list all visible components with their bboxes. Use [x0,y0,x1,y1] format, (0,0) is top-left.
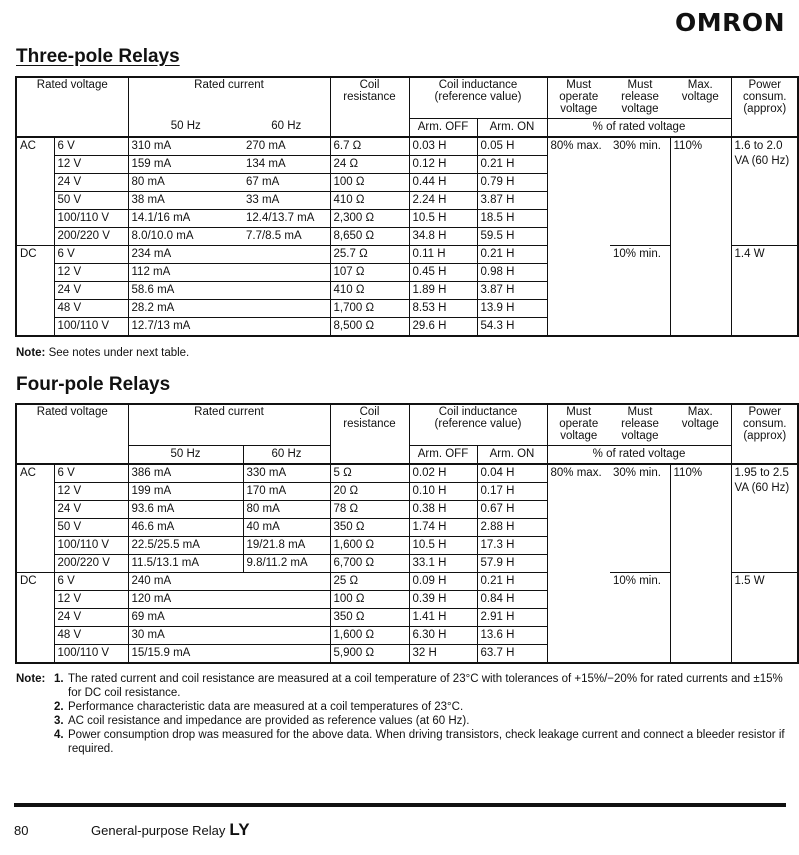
footer-title: General-purpose Relay [91,823,226,838]
header-coil-resistance: Coil resistance [330,404,409,464]
header-must-release: Must release voltage [621,406,659,442]
header-coil-inductance: Coil inductance (reference value) [409,77,547,118]
header-must-operate: Must operate voltage [559,79,599,115]
coil-resistance-cell: 5,900 Ω [330,645,409,664]
note-text: See notes under next table. [48,347,190,359]
coil-resistance-cell: 25 Ω [330,573,409,591]
supply-type: AC [16,464,54,573]
arm-off-cell: 0.44 H [409,173,477,191]
rated-voltage-cell: 12 V [54,591,128,609]
current-dc-cell: 234 mA [128,245,330,263]
header-rated-voltage: Rated voltage [16,404,128,464]
current-dc-cell: 240 mA [128,573,330,591]
arm-on-cell: 63.7 H [477,645,547,664]
three-pole-note [16,347,189,359]
arm-off-cell: 0.02 H [409,464,477,483]
four-pole-title: Four-pole Relays [16,374,171,395]
rated-voltage-cell: 50 V [54,191,128,209]
coil-resistance-cell: 1,600 Ω [330,537,409,555]
power-cell: 1.4 W [734,247,765,260]
header-power: Power consum. (approx) [731,404,798,464]
coil-resistance-cell: 410 Ω [330,191,409,209]
coil-resistance-cell: 5 Ω [330,464,409,483]
arm-on-cell: 59.5 H [477,227,547,245]
arm-on-cell: 0.17 H [477,483,547,501]
current-50hz-cell: 93.6 mA [128,501,243,519]
arm-on-cell: 3.87 H [477,281,547,299]
current-60hz-cell: 40 mA [243,519,330,537]
rated-voltage-cell: 24 V [54,173,128,191]
current-50hz-cell: 11.5/13.1 mA [128,555,243,573]
three-pole-table [15,76,799,337]
arm-off-cell: 1.74 H [409,519,477,537]
rated-voltage-cell: 100/110 V [54,317,128,336]
arm-off-cell: 0.10 H [409,483,477,501]
arm-off-cell: 0.45 H [409,263,477,281]
coil-resistance-cell: 8,500 Ω [330,317,409,336]
current-60hz-cell: 9.8/11.2 mA [243,555,330,573]
arm-on-cell: 13.9 H [477,299,547,317]
arm-off-cell: 1.89 H [409,281,477,299]
arm-off-cell: 2.24 H [409,191,477,209]
current-50hz-cell: 46.6 mA [128,519,243,537]
rated-voltage-cell: 6 V [54,137,128,156]
rated-voltage-cell: 12 V [54,155,128,173]
notes-label [16,700,54,714]
current-50hz-cell: 159 mA [128,155,243,173]
coil-resistance-cell: 24 Ω [330,155,409,173]
arm-on-cell: 0.04 H [477,464,547,483]
arm-off-cell: 0.03 H [409,137,477,156]
current-50hz-cell: 8.0/10.0 mA [128,227,243,245]
rated-voltage-cell: 24 V [54,281,128,299]
arm-off-cell: 10.5 H [409,209,477,227]
arm-on-cell: 2.91 H [477,609,547,627]
coil-resistance-cell: 2,300 Ω [330,209,409,227]
arm-on-cell: 3.87 H [477,191,547,209]
current-60hz-cell: 330 mA [243,464,330,483]
note-text: AC coil resistance and impedance are provided as reference values (at 60 Hz). [68,715,470,727]
supply-type: AC [16,137,54,246]
arm-on-cell: 0.05 H [477,137,547,156]
current-60hz-cell: 270 mA [243,137,330,156]
current-60hz-cell: 19/21.8 mA [243,537,330,555]
rated-voltage-cell: 12 V [54,263,128,281]
rated-voltage-cell: 200/220 V [54,555,128,573]
arm-on-cell: 2.88 H [477,519,547,537]
rated-voltage-cell: 12 V [54,483,128,501]
header-coil-inductance: Coil inductance (reference value) [409,404,547,446]
coil-resistance-cell: 100 Ω [330,173,409,191]
arm-on-cell: 0.21 H [477,573,547,591]
omron-logo: OMRON [674,8,785,37]
coil-resistance-cell: 6,700 Ω [330,555,409,573]
table-row [16,464,798,483]
arm-off-cell: 0.12 H [409,155,477,173]
must-release-cell: 10% min. [613,247,661,260]
footer-divider [14,803,786,807]
coil-resistance-cell: 1,700 Ω [330,299,409,317]
coil-resistance-cell: 1,600 Ω [330,627,409,645]
header-must-operate: Must operate voltage [559,406,599,442]
note-item [16,700,791,714]
four-pole-table [15,403,799,664]
rated-voltage-cell: 50 V [54,519,128,537]
header-rated-voltage: Rated voltage [16,77,128,137]
current-dc-cell: 120 mA [128,591,330,609]
header-power: Power consum. (approx) [731,77,798,137]
power-cell: 1.5 W [734,575,765,587]
arm-off-cell: 8.53 H [409,299,477,317]
note-item [16,714,791,728]
arm-on-cell: 18.5 H [477,209,547,227]
arm-on-cell: 54.3 H [477,317,547,336]
max-voltage-cell: 110% [670,464,731,663]
current-60hz-cell: 12.4/13.7 mA [243,209,330,227]
current-50hz-cell: 22.5/25.5 mA [128,537,243,555]
rated-voltage-cell: 48 V [54,299,128,317]
arm-off-cell: 29.6 H [409,317,477,336]
current-dc-cell: 58.6 mA [128,281,330,299]
note-item [16,672,791,700]
coil-resistance-cell: 6.7 Ω [330,137,409,156]
must-operate-cell: 80% max. [550,467,602,479]
current-dc-cell: 69 mA [128,609,330,627]
header-arm-off: Arm. OFF [409,118,477,137]
coil-resistance-cell: 350 Ω [330,609,409,627]
arm-off-cell: 32 H [409,645,477,664]
current-50hz-cell: 14.1/16 mA [128,209,243,227]
arm-off-cell: 10.5 H [409,537,477,555]
rated-voltage-cell: 24 V [54,609,128,627]
header-arm-on: Arm. ON [477,118,547,137]
arm-off-cell: 0.38 H [409,501,477,519]
current-60hz-cell: 170 mA [243,483,330,501]
header-arm-off: Arm. OFF [409,446,477,465]
current-dc-cell: 12.7/13 mA [128,317,330,336]
must-release-cell: 10% min. [613,575,661,587]
rated-voltage-cell: 48 V [54,627,128,645]
must-release-cell: 30% min. [610,464,670,573]
current-dc-cell: 30 mA [128,627,330,645]
supply-type: DC [16,245,54,336]
current-50hz-cell: 38 mA [128,191,243,209]
arm-off-cell: 0.09 H [409,573,477,591]
coil-resistance-cell: 20 Ω [330,483,409,501]
coil-resistance-cell: 8,650 Ω [330,227,409,245]
current-dc-cell: 112 mA [128,263,330,281]
arm-off-cell: 0.11 H [409,245,477,263]
note-text: The rated current and coil resistance are measured at a coil temperature of 23°C with tolerances of +15%/−20% for rated currents and ±15% for DC coil resistance. [68,673,783,699]
rated-voltage-cell: 24 V [54,501,128,519]
notes-block [16,672,791,756]
current-60hz-cell: 80 mA [243,501,330,519]
rated-voltage-cell: 6 V [54,245,128,263]
header-50hz: 50 Hz [128,446,243,465]
coil-resistance-cell: 350 Ω [330,519,409,537]
header-must-release: Must release voltage [621,79,659,115]
coil-resistance-cell: 107 Ω [330,263,409,281]
current-dc-cell: 28.2 mA [128,299,330,317]
header-pct-rated: % of rated voltage [547,446,731,465]
arm-off-cell: 33.1 H [409,555,477,573]
current-60hz-cell: 33 mA [243,191,330,209]
page-footer [14,820,250,840]
note-number: 2. [54,701,64,713]
note-number: 3. [54,715,64,727]
must-release-cell: 30% min. [610,137,670,246]
page-number: 80 [14,823,29,838]
notes-label [16,714,54,728]
rated-voltage-cell: 100/110 V [54,537,128,555]
current-50hz-cell: 310 mA [128,137,243,156]
rated-voltage-cell: 100/110 V [54,645,128,664]
header-pct-rated: % of rated voltage [547,118,731,137]
note-number: 4. [54,729,64,741]
note-number: 1. [54,673,64,685]
table-row [16,137,798,156]
arm-off-cell: 6.30 H [409,627,477,645]
arm-on-cell: 17.3 H [477,537,547,555]
current-60hz-cell: 67 mA [243,173,330,191]
notes-label [16,728,54,756]
current-50hz-cell: 386 mA [128,464,243,483]
notes-label: Note: [16,673,46,685]
header-coil-resistance: Coil resistance [330,77,409,137]
rated-voltage-cell: 6 V [54,464,128,483]
must-operate-cell: 80% max. [550,139,602,152]
header-max-voltage: Max. voltage [670,77,731,118]
max-voltage-cell: 110% [670,137,731,336]
current-50hz-cell: 199 mA [128,483,243,501]
rated-voltage-cell: 6 V [54,573,128,591]
arm-off-cell: 34.8 H [409,227,477,245]
power-cell: 1.6 to 2.0 VA (60 Hz) [731,137,798,246]
arm-off-cell: 1.41 H [409,609,477,627]
header-60hz: 60 Hz [243,446,330,465]
three-pole-title: Three-pole Relays [16,46,180,67]
supply-type: DC [16,573,54,664]
arm-on-cell: 0.21 H [477,245,547,263]
arm-on-cell: 57.9 H [477,555,547,573]
rated-voltage-cell: 200/220 V [54,227,128,245]
coil-resistance-cell: 410 Ω [330,281,409,299]
note-label: Note: [16,347,46,359]
footer-product: LY [229,820,250,839]
header-50hz: 50 Hz [128,118,243,137]
arm-on-cell: 0.21 H [477,155,547,173]
current-60hz-cell: 134 mA [243,155,330,173]
coil-resistance-cell: 78 Ω [330,501,409,519]
coil-resistance-cell: 100 Ω [330,591,409,609]
arm-off-cell: 0.39 H [409,591,477,609]
header-max-voltage: Max. voltage [670,404,731,446]
power-cell: 1.95 to 2.5 VA (60 Hz) [731,464,798,573]
arm-on-cell: 0.98 H [477,263,547,281]
arm-on-cell: 13.6 H [477,627,547,645]
arm-on-cell: 0.79 H [477,173,547,191]
current-50hz-cell: 80 mA [128,173,243,191]
arm-on-cell: 0.67 H [477,501,547,519]
current-dc-cell: 15/15.9 mA [128,645,330,664]
header-rated-current: Rated current [128,404,330,446]
note-text: Performance characteristic data are measured at a coil temperatures of 23°C. [68,701,464,713]
arm-on-cell: 0.84 H [477,591,547,609]
note-text: Power consumption drop was measured for the above data. When driving transistors, check leakage current and connect a bleeder resistor if required. [68,729,785,755]
note-item [16,728,791,756]
header-arm-on: Arm. ON [477,446,547,465]
coil-resistance-cell: 25.7 Ω [330,245,409,263]
rated-voltage-cell: 100/110 V [54,209,128,227]
current-60hz-cell: 7.7/8.5 mA [243,227,330,245]
header-rated-current: Rated current [128,77,330,118]
header-60hz: 60 Hz [243,118,330,137]
